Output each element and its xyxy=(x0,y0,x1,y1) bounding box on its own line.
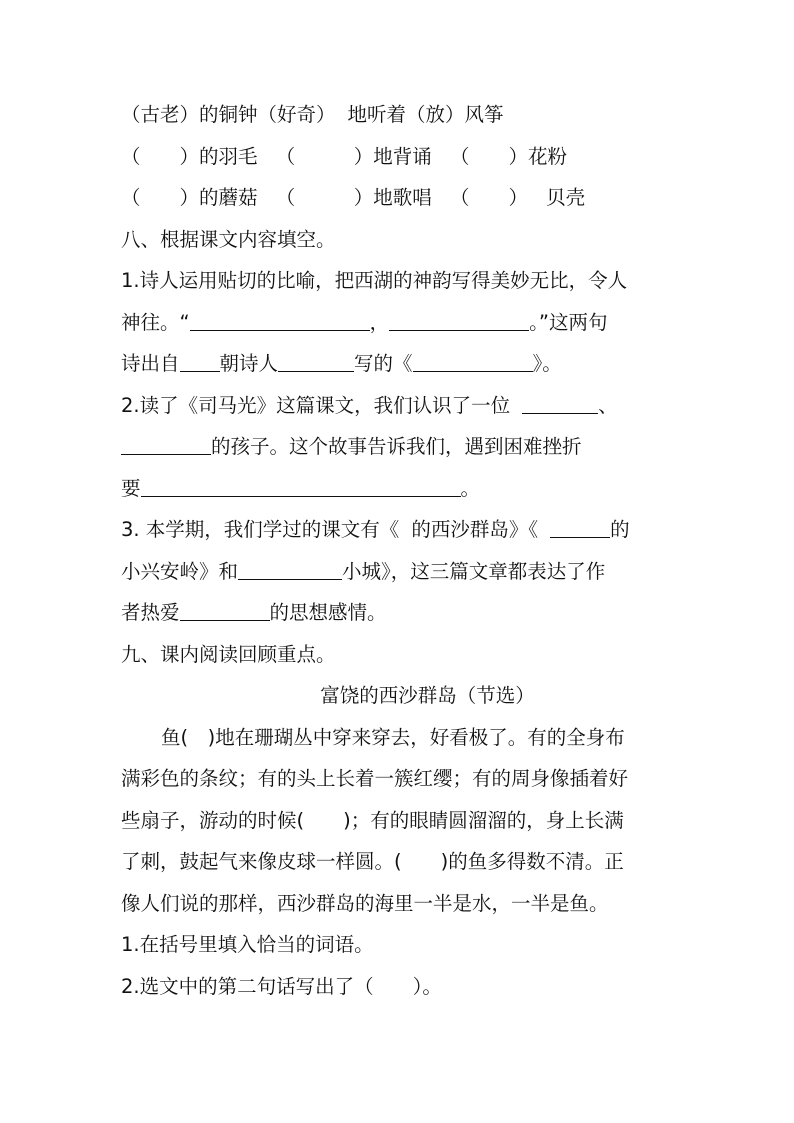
passage-line: 了刺，鼓起气来像皮球一样圆。( )的鱼多得数不清。正 xyxy=(121,850,624,873)
phrase-blank-feather[interactable]: （ ）的羽毛 xyxy=(121,144,258,168)
phrase-example-a: （古老）的铜钟（好奇） xyxy=(121,103,336,126)
phrase-example-b: 地听着（放）风筝 xyxy=(347,103,504,126)
poem-line-2-blank[interactable] xyxy=(389,308,529,331)
phrase-blank-recite[interactable]: （ ）地背诵 xyxy=(275,144,432,168)
phrase-row-1 xyxy=(121,94,674,136)
passage-line: 像人们说的那样，西沙群岛的海里一半是水，一半是鱼。 xyxy=(121,891,609,915)
love-blank[interactable] xyxy=(180,598,270,621)
q8-3-line-1: 3. 本学期，我们学过的课文有《 的西沙群岛》《 的 xyxy=(121,509,674,551)
phrase-row-3 xyxy=(121,177,674,219)
q8-3-line-2: 小兴安岭》和 小城》，这三篇文章都表达了作 xyxy=(121,551,674,593)
q8-1-line-1: 1.诗人运用贴切的比喻，把西湖的神韵写得美妙无比，令人 xyxy=(121,269,628,292)
q8-2-line-2: 的孩子。这个故事告诉我们，遇到困难挫折 xyxy=(121,426,674,468)
trait-1-blank[interactable] xyxy=(522,391,598,414)
q9-2: 2.选文中的第二句话写出了（ ）。 xyxy=(121,974,442,998)
lesson-3-blank[interactable] xyxy=(238,557,342,580)
passage-line: 些扇子，游动的时候( )；有的眼睛圆溜溜的，身上长满 xyxy=(121,808,624,832)
phrase-blank-shell[interactable]: （ ） xyxy=(449,186,528,209)
phrase-blank-pollen[interactable]: （ ）花粉 xyxy=(449,144,567,168)
passage-title: 富饶的西沙群岛（节选） xyxy=(320,684,535,707)
passage-line: 满彩色的条纹；有的头上长着一簇红缨；有的周身像插着好 xyxy=(121,767,629,790)
poem-line-1-blank[interactable] xyxy=(190,308,370,331)
phrase-shell-word: 贝壳 xyxy=(546,186,586,209)
poem-title-blank[interactable] xyxy=(413,349,533,372)
phrase-blank-sing[interactable]: （ ）地歌唱 xyxy=(275,186,432,209)
dynasty-blank[interactable] xyxy=(180,349,220,372)
q9-1: 1.在括号里填入恰当的词语。 xyxy=(121,933,374,956)
worksheet-page xyxy=(121,94,674,1007)
q8-3-line-3: 者热爱 的思想感情。 xyxy=(121,592,674,634)
lesson-2-blank[interactable] xyxy=(550,515,610,538)
lesson-blank[interactable] xyxy=(141,474,461,497)
trait-2-blank[interactable] xyxy=(121,432,211,455)
section-9-heading: 九、课内阅读回顾重点。 xyxy=(121,642,336,666)
section-8-heading: 八、根据课文内容填空。 xyxy=(121,227,336,251)
q8-2-line-1: 2.读了《司马光》这篇课文，我们认识了一位 、 xyxy=(121,385,674,427)
q8-1-line-2: 神往。“ ， 。”这两句 xyxy=(121,302,674,344)
phrase-row-2 xyxy=(121,136,674,178)
q8-1-line-3: 诗出自 朝诗人 写的《 》。 xyxy=(121,343,674,385)
passage-line: 鱼( )地在珊瑚丛中穿来穿去，好看极了。有的全身布 xyxy=(161,725,625,749)
poet-blank[interactable] xyxy=(278,349,354,372)
phrase-blank-mushroom[interactable]: （ ）的蘑菇 xyxy=(121,186,258,209)
q8-2-line-3: 要 。 xyxy=(121,468,674,510)
